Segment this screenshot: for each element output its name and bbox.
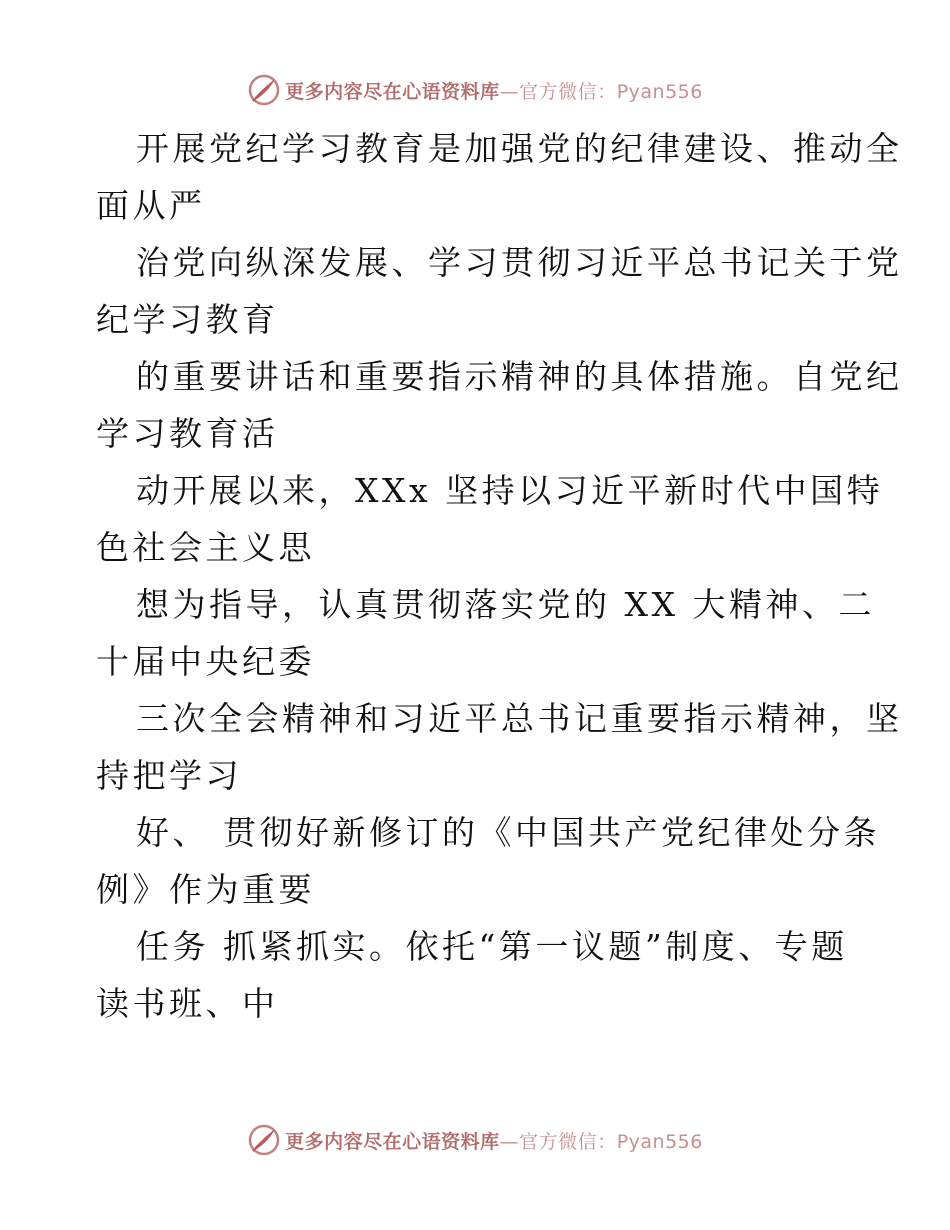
text-line: 面从严 — [96, 186, 206, 225]
footer-watermark — [0, 1120, 950, 1160]
document-body — [96, 120, 903, 1032]
text-line: 的重要讲话和重要指示精神的具体措施。自党纪 — [136, 357, 903, 396]
watermark-id: Pyan556 — [616, 80, 703, 103]
watermark-dash: — — [499, 80, 520, 103]
text-line: 色社会主义思 — [96, 528, 315, 567]
text-line: 任务 抓紧抓实。依托“第一议题”制度、专题 — [136, 927, 848, 966]
quill-logo-icon — [247, 1123, 281, 1157]
watermark-suffix: 官方微信： — [519, 80, 617, 103]
watermark-main: 更多内容尽在心语资料库 — [285, 1130, 500, 1153]
text-line: 读书班、中 — [96, 984, 279, 1023]
text-line: 纪学习教育 — [96, 300, 279, 339]
text-line: 三次全会精神和习近平总书记重要指示精神，坚 — [136, 699, 903, 738]
watermark-main: 更多内容尽在心语资料库 — [285, 80, 500, 103]
text-line: 例》作为重要 — [96, 870, 315, 909]
text-line: 动开展以来，XXx 坚持以习近平新时代中国特 — [136, 471, 884, 510]
text-line: 持把学习 — [96, 756, 242, 795]
text-line: 想为指导，认真贯彻落实党的 XX 大精神、二 — [136, 585, 875, 624]
header-watermark — [0, 70, 950, 110]
watermark-suffix: 官方微信： — [519, 1130, 617, 1153]
quill-logo-icon — [247, 73, 281, 107]
text-line: 好、 贯彻好新修订的《中国共产党纪律处分条 — [136, 813, 880, 852]
text-line: 十届中央纪委 — [96, 642, 315, 681]
watermark-id: Pyan556 — [616, 1130, 703, 1153]
text-line: 开展党纪学习教育是加强党的纪律建设、推动全 — [136, 129, 903, 168]
watermark-dash: — — [499, 1130, 520, 1153]
text-line: 学习教育活 — [96, 414, 279, 453]
watermark-text — [285, 77, 703, 104]
text-line: 治党向纵深发展、学习贯彻习近平总书记关于党 — [136, 243, 903, 282]
watermark-text — [285, 1127, 703, 1154]
